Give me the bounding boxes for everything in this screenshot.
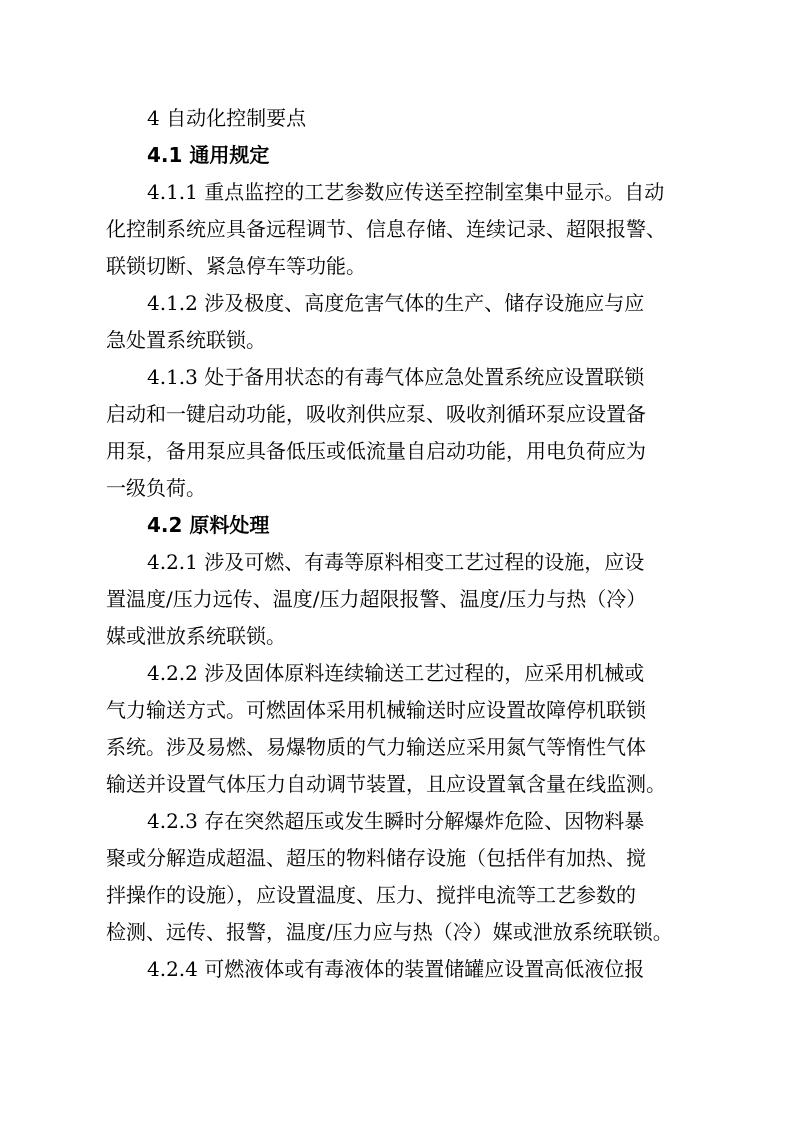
paragraph-line: 系统。涉及易燃、易爆物质的气力输送应采用氮气等惰性气体 <box>106 735 646 759</box>
paragraph-line: 4.2.3 存在突然超压或发生瞬时分解爆炸危险、因物料暴 <box>147 809 645 833</box>
paragraph-line: 聚或分解造成超温、超压的物料储存设施（包括伴有加热、搅 <box>106 846 646 870</box>
paragraph-line: 4.1.3 处于备用状态的有毒气体应急处置系统应设置联锁 <box>147 365 645 389</box>
paragraph-line: 4.2.4 可燃液体或有毒液体的装置储罐应设置高低液位报 <box>147 957 645 981</box>
paragraph-line: 媒或泄放系统联锁。 <box>106 624 286 648</box>
paragraph-line: 启动和一键启动功能，吸收剂供应泵、吸收剂循环泵应设置备 <box>106 402 646 426</box>
heading-4-1: 4.1 通用规定 <box>147 143 270 167</box>
paragraph-line: 4.1.2 涉及极度、高度危害气体的生产、储存设施应与应 <box>147 291 645 315</box>
paragraph-line: 一级负荷。 <box>106 476 206 500</box>
paragraph-line: 检测、远传、报警，温度/压力应与热（冷）媒或泄放系统联锁。 <box>106 920 673 944</box>
paragraph-4-1-1 <box>106 174 684 285</box>
paragraph-line: 急处置系统联锁。 <box>106 328 266 352</box>
paragraph-line: 4.2.1 涉及可燃、有毒等原料相变工艺过程的设施，应设 <box>147 550 645 574</box>
paragraph-line: 化控制系统应具备远程调节、信息存储、连续记录、超限报警、 <box>106 217 666 241</box>
paragraph-4-2-1 <box>106 544 684 655</box>
paragraph-line: 拌操作的设施），应设置温度、压力、搅拌电流等工艺参数的 <box>106 883 636 907</box>
document-body <box>106 100 684 988</box>
paragraph-line: 用泵，备用泵应具备低压或低流量自启动功能，用电负荷应为 <box>106 439 646 463</box>
paragraph-line: 置温度/压力远传、温度/压力超限报警、温度/压力与热（冷） <box>106 587 647 611</box>
section-title: 4 自动化控制要点 <box>147 106 307 130</box>
paragraph-line: 4.2.2 涉及固体原料连续输送工艺过程的，应采用机械或 <box>147 661 645 685</box>
paragraph-4-1-3 <box>106 359 684 507</box>
paragraph-line: 4.1.1 重点监控的工艺参数应传送至控制室集中显示。自动 <box>147 180 665 204</box>
paragraph-4-1-2 <box>106 285 684 359</box>
paragraph-4-2-2 <box>106 655 684 803</box>
paragraph-line: 联锁切断、紧急停车等功能。 <box>106 254 366 278</box>
heading-4-2: 4.2 原料处理 <box>147 513 270 537</box>
paragraph-4-2-3 <box>106 803 684 951</box>
paragraph-line: 输送并设置气体压力自动调节装置，且应设置氧含量在线监测。 <box>106 772 666 796</box>
paragraph-line: 气力输送方式。可燃固体采用机械输送时应设置故障停机联锁 <box>106 698 646 722</box>
paragraph-4-2-4 <box>106 951 684 988</box>
